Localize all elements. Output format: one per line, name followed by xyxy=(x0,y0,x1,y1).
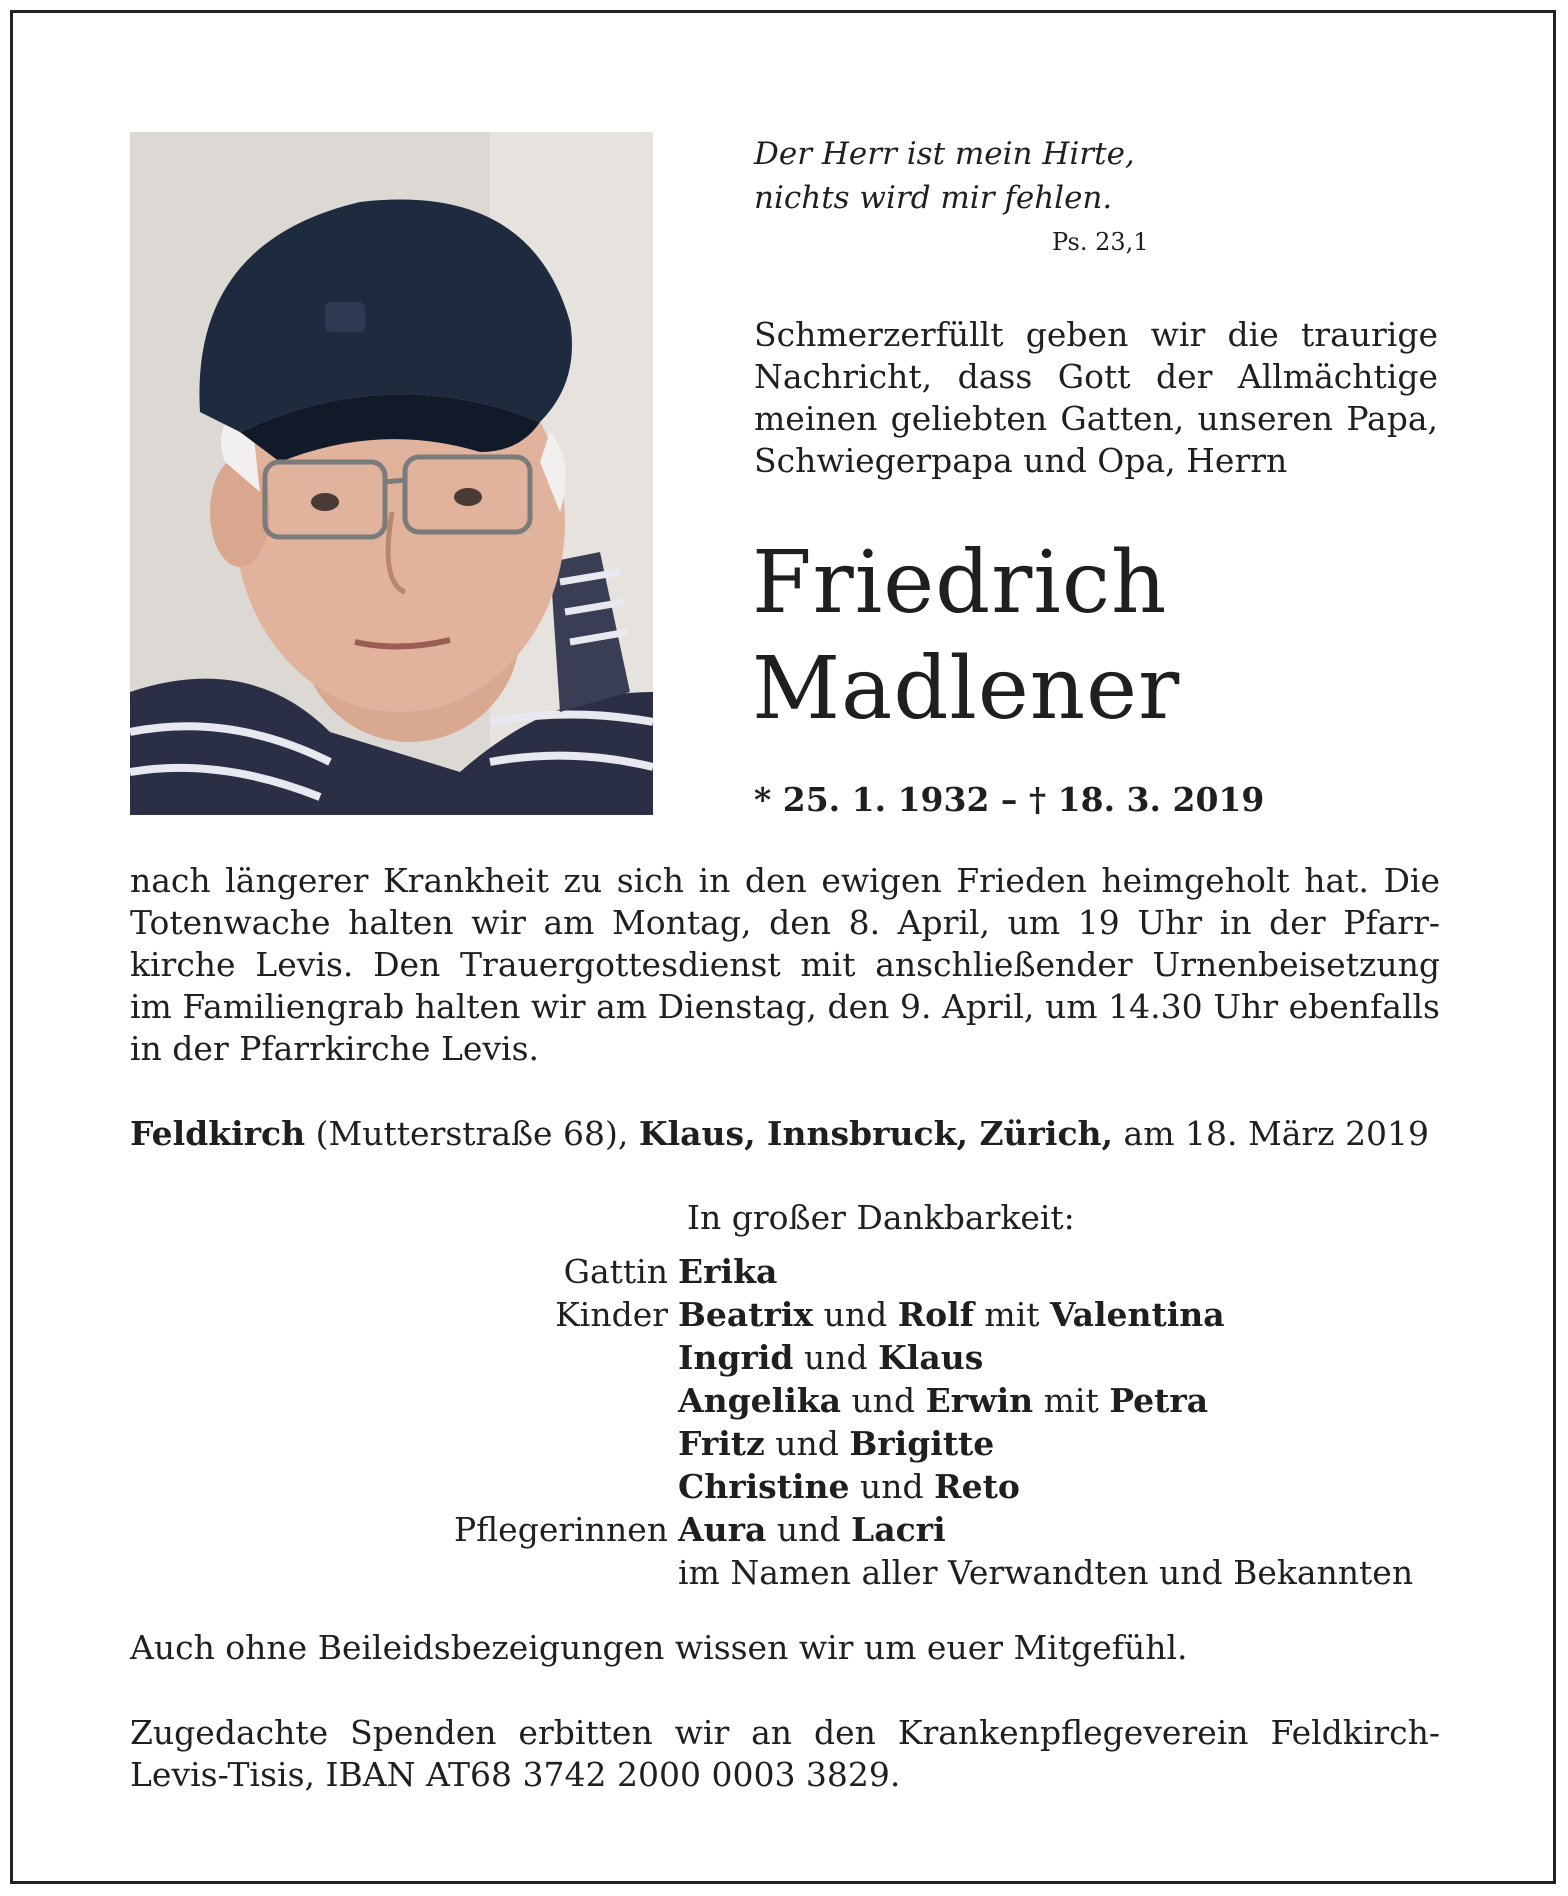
family-row xyxy=(300,1508,1450,1551)
family-names xyxy=(678,1293,1450,1336)
family-row xyxy=(300,1336,1450,1379)
psalm-quote xyxy=(754,132,1174,220)
family-member-name: Ingrid xyxy=(678,1338,794,1377)
family-connector: im Namen aller Verwandten und Bekannten xyxy=(678,1553,1414,1592)
body-line: kirche Levis. Den Trauergottesdienst mit anschließender Urnenbeisetzung xyxy=(130,945,1440,984)
portrait-photo xyxy=(130,132,653,815)
family-connector: und xyxy=(764,1424,850,1463)
family-member-name: Erika xyxy=(678,1252,778,1291)
family-role: Kinder xyxy=(555,1295,668,1334)
family-names xyxy=(678,1379,1450,1422)
family-list xyxy=(300,1250,1450,1594)
donation-note xyxy=(130,1712,1440,1796)
intro-line: Nachricht, dass Gott der Allmächtige xyxy=(754,357,1438,396)
intro-paragraph xyxy=(754,314,1438,482)
family-member-name: Reto xyxy=(934,1467,1020,1506)
intro-line: meinen geliebten Gatten, unseren Papa, xyxy=(754,399,1438,438)
intro-line: Schwiegerpapa und Opa, Herrn xyxy=(754,441,1288,480)
psalm-line-2: nichts wird mir fehlen. xyxy=(754,180,1113,216)
family-row xyxy=(300,1379,1450,1422)
deceased-name xyxy=(752,530,1180,742)
family-role: Gattin xyxy=(563,1252,668,1291)
body-line: Totenwache halten wir am Montag, den 8. April, um 19 Uhr in der Pfarr- xyxy=(130,903,1440,942)
donation-line: Zugedachte Spenden erbitten wir an den Krankenpflegeverein Feldkirch- xyxy=(130,1713,1440,1752)
family-role xyxy=(300,1379,678,1422)
family-names xyxy=(678,1336,1450,1379)
family-row xyxy=(300,1551,1450,1594)
family-connector: mit xyxy=(973,1295,1051,1334)
portrait-illustration xyxy=(130,132,653,815)
family-names xyxy=(678,1465,1450,1508)
family-member-name: Lacri xyxy=(851,1510,946,1549)
family-member-name: Aura xyxy=(678,1510,767,1549)
psalm-line-1: Der Herr ist mein Hirte, xyxy=(754,136,1135,172)
family-role xyxy=(300,1422,678,1465)
family-names xyxy=(678,1551,1450,1594)
family-role xyxy=(300,1551,678,1594)
intro-line: Schmerzerfüllt geben wir die traurige xyxy=(754,315,1438,354)
family-member-name: Erwin xyxy=(925,1381,1034,1420)
family-member-name: Klaus xyxy=(878,1338,984,1377)
place-date: am 18. März 2019 xyxy=(1113,1114,1430,1153)
place-other-places: Klaus, Innsbruck, Zürich, xyxy=(638,1114,1114,1153)
psalm-reference: Ps. 23,1 xyxy=(1052,228,1149,256)
body-line: in der Pfarrkirche Levis. xyxy=(130,1029,540,1068)
family-connector: und xyxy=(841,1381,926,1420)
body-line: im Familiengrab halten wir am Dienstag, den 9. April, um 14.30 Uhr ebenfalls xyxy=(130,987,1440,1026)
family-names xyxy=(678,1250,1450,1293)
family-names xyxy=(678,1508,1450,1551)
family-member-name: Valentina xyxy=(1050,1295,1225,1334)
family-role xyxy=(300,1465,678,1508)
place-and-date-line xyxy=(130,1114,1429,1153)
family-member-name: Fritz xyxy=(678,1424,765,1463)
family-row xyxy=(300,1422,1450,1465)
family-member-name: Petra xyxy=(1109,1381,1209,1420)
family-role xyxy=(300,1336,678,1379)
family-row xyxy=(300,1465,1450,1508)
deceased-last-name: Madlener xyxy=(752,639,1181,739)
family-connector: und xyxy=(849,1467,935,1506)
place-city: Feldkirch xyxy=(130,1114,306,1153)
family-connector: und xyxy=(813,1295,898,1334)
family-member-name: Rolf xyxy=(897,1295,974,1334)
family-connector: und xyxy=(766,1510,851,1549)
funeral-details-paragraph xyxy=(130,860,1440,1070)
family-connector: und xyxy=(793,1338,879,1377)
family-connector: mit xyxy=(1033,1381,1110,1420)
family-row xyxy=(300,1250,1450,1293)
family-member-name: Brigitte xyxy=(849,1424,995,1463)
family-row xyxy=(300,1293,1450,1336)
place-address: (Mutterstraße 68), xyxy=(305,1114,639,1153)
condolence-note: Auch ohne Beileidsbezeigungen wissen wir um euer Mitgefühl. xyxy=(130,1628,1188,1667)
deceased-first-name: Friedrich xyxy=(752,533,1168,633)
family-member-name: Beatrix xyxy=(678,1295,814,1334)
life-dates: * 25. 1. 1932 – † 18. 3. 2019 xyxy=(754,780,1265,819)
family-member-name: Angelika xyxy=(678,1381,841,1420)
gratitude-heading: In großer Dankbarkeit: xyxy=(687,1198,1075,1237)
donation-line: Levis-Tisis, IBAN AT68 3742 2000 0003 3829. xyxy=(130,1755,901,1794)
family-member-name: Christine xyxy=(678,1467,850,1506)
body-line: nach längerer Krankheit zu sich in den ewigen Frieden heimgeholt hat. Die xyxy=(130,861,1440,900)
family-names xyxy=(678,1422,1450,1465)
family-role: Pflegerinnen xyxy=(453,1510,668,1549)
